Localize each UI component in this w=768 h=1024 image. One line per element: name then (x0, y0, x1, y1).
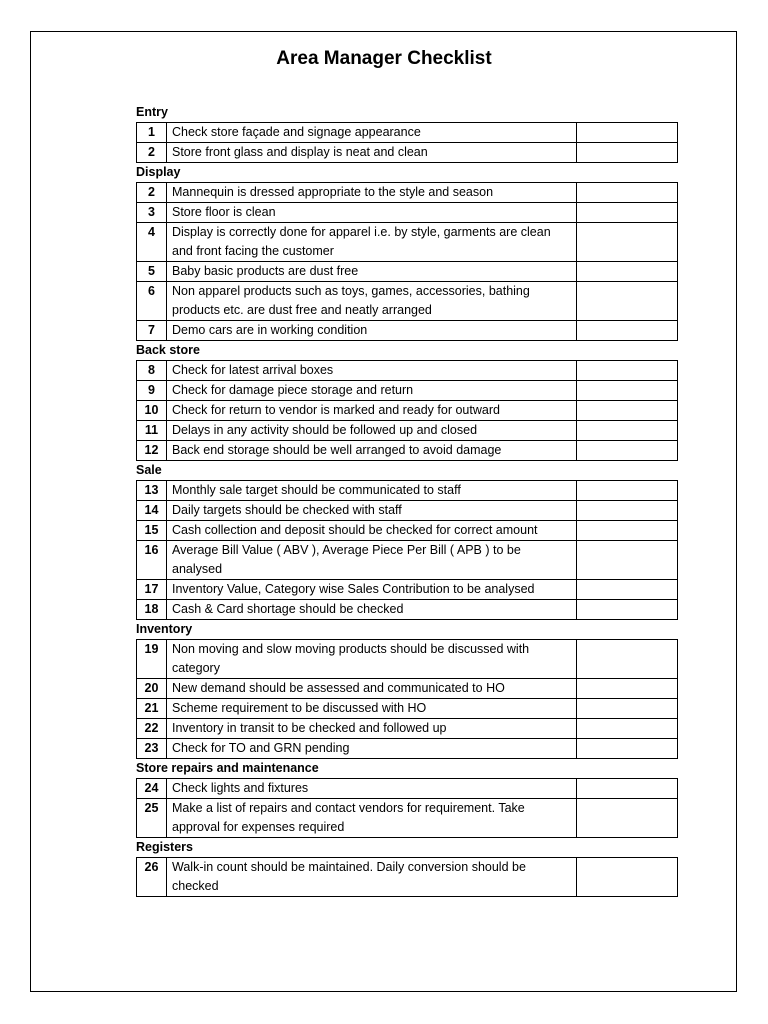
item-description: Average Bill Value ( ABV ), Average Piece Per Bill ( APB ) to be analysed (167, 541, 577, 580)
check-box-cell[interactable] (577, 381, 678, 401)
item-description: Check lights and fixtures (167, 779, 577, 799)
item-description: New demand should be assessed and communicated to HO (167, 679, 577, 699)
checklist-row (137, 580, 678, 600)
item-number: 10 (137, 401, 167, 421)
section-heading: Sale (136, 463, 162, 477)
check-box-cell[interactable] (577, 143, 678, 163)
item-number: 25 (137, 799, 167, 838)
check-box-cell[interactable] (577, 361, 678, 381)
item-description: Walk-in count should be maintained. Daily conversion should be checked (167, 858, 577, 897)
item-number: 20 (137, 679, 167, 699)
item-description: Non moving and slow moving products should be discussed with category (167, 640, 577, 679)
checklist-row (137, 779, 678, 799)
item-number: 2 (137, 143, 167, 163)
item-number: 6 (137, 282, 167, 321)
checklist-row (137, 183, 678, 203)
checklist-row (137, 521, 678, 541)
item-description: Delays in any activity should be followed up and closed (167, 421, 577, 441)
check-box-cell[interactable] (577, 541, 678, 580)
section-heading: Store repairs and maintenance (136, 761, 319, 775)
item-description: Check for return to vendor is marked and ready for outward (167, 401, 577, 421)
checklist-row (137, 223, 678, 262)
checklist-row (137, 501, 678, 521)
check-box-cell[interactable] (577, 799, 678, 838)
checklist-row (137, 401, 678, 421)
check-box-cell[interactable] (577, 421, 678, 441)
document-title: Area Manager Checklist (276, 48, 492, 69)
check-box-cell[interactable] (577, 779, 678, 799)
item-description: Daily targets should be checked with staff (167, 501, 577, 521)
check-box-cell[interactable] (577, 600, 678, 620)
checklist-row (137, 381, 678, 401)
check-box-cell[interactable] (577, 719, 678, 739)
checklist-row (137, 699, 678, 719)
checklist-table (136, 480, 678, 620)
item-number: 1 (137, 123, 167, 143)
checklist-row (137, 262, 678, 282)
item-number: 3 (137, 203, 167, 223)
checklist-row (137, 282, 678, 321)
item-number: 11 (137, 421, 167, 441)
item-description: Store floor is clean (167, 203, 577, 223)
item-number: 8 (137, 361, 167, 381)
checklist-table (136, 639, 678, 759)
item-number: 24 (137, 779, 167, 799)
item-number: 9 (137, 381, 167, 401)
section-heading: Back store (136, 343, 200, 357)
item-description: Demo cars are in working condition (167, 321, 577, 341)
check-box-cell[interactable] (577, 262, 678, 282)
checklist-row (137, 600, 678, 620)
item-number: 13 (137, 481, 167, 501)
checklist-row (137, 541, 678, 580)
check-box-cell[interactable] (577, 679, 678, 699)
check-box-cell[interactable] (577, 123, 678, 143)
checklist-table (136, 182, 678, 341)
item-number: 26 (137, 858, 167, 897)
item-number: 7 (137, 321, 167, 341)
item-description: Check for damage piece storage and return (167, 381, 577, 401)
checklist-row (137, 799, 678, 838)
item-description: Cash & Card shortage should be checked (167, 600, 577, 620)
checklist-sections (136, 103, 678, 897)
section-heading: Display (136, 165, 181, 179)
checklist-table (136, 122, 678, 163)
checklist-row (137, 361, 678, 381)
item-description: Mannequin is dressed appropriate to the style and season (167, 183, 577, 203)
item-description: Display is correctly done for apparel i.e. by style, garments are clean and front facing the customer (167, 223, 577, 262)
check-box-cell[interactable] (577, 699, 678, 719)
item-description: Non apparel products such as toys, games, accessories, bathing products etc. are dust free and neatly arranged (167, 282, 577, 321)
item-description: Inventory in transit to be checked and followed up (167, 719, 577, 739)
item-description: Inventory Value, Category wise Sales Contribution to be analysed (167, 580, 577, 600)
item-description: Back end storage should be well arranged to avoid damage (167, 441, 577, 461)
check-box-cell[interactable] (577, 640, 678, 679)
checklist-table (136, 778, 678, 838)
item-number: 18 (137, 600, 167, 620)
checklist-row (137, 143, 678, 163)
item-number: 22 (137, 719, 167, 739)
checklist-row (137, 640, 678, 679)
check-box-cell[interactable] (577, 580, 678, 600)
item-number: 4 (137, 223, 167, 262)
check-box-cell[interactable] (577, 501, 678, 521)
item-description: Scheme requirement to be discussed with HO (167, 699, 577, 719)
checklist-row (137, 123, 678, 143)
check-box-cell[interactable] (577, 441, 678, 461)
item-number: 21 (137, 699, 167, 719)
item-number: 5 (137, 262, 167, 282)
item-description: Store front glass and display is neat and clean (167, 143, 577, 163)
checklist-row (137, 421, 678, 441)
checklist-row (137, 739, 678, 759)
item-number: 17 (137, 580, 167, 600)
checklist-row (137, 719, 678, 739)
item-description: Check store façade and signage appearance (167, 123, 577, 143)
check-box-cell[interactable] (577, 401, 678, 421)
checklist-table (136, 360, 678, 461)
checklist-row (137, 321, 678, 341)
item-description: Cash collection and deposit should be checked for correct amount (167, 521, 577, 541)
check-box-cell[interactable] (577, 739, 678, 759)
item-number: 2 (137, 183, 167, 203)
checklist-row (137, 481, 678, 501)
item-number: 23 (137, 739, 167, 759)
check-box-cell[interactable] (577, 521, 678, 541)
section-heading: Entry (136, 105, 168, 119)
check-box-cell[interactable] (577, 282, 678, 321)
section-heading: Inventory (136, 622, 193, 636)
item-number: 12 (137, 441, 167, 461)
checklist-row (137, 858, 678, 897)
item-description: Check for TO and GRN pending (167, 739, 577, 759)
item-number: 15 (137, 521, 167, 541)
check-box-cell[interactable] (577, 183, 678, 203)
checklist-table (136, 857, 678, 897)
checklist-row (137, 441, 678, 461)
item-number: 16 (137, 541, 167, 580)
item-description: Baby basic products are dust free (167, 262, 577, 282)
check-box-cell[interactable] (577, 321, 678, 341)
item-number: 19 (137, 640, 167, 679)
item-description: Check for latest arrival boxes (167, 361, 577, 381)
item-number: 14 (137, 501, 167, 521)
section-heading: Registers (136, 840, 193, 854)
check-box-cell[interactable] (577, 203, 678, 223)
checklist-row (137, 679, 678, 699)
check-box-cell[interactable] (577, 223, 678, 262)
item-description: Make a list of repairs and contact vendors for requirement. Take approval for expenses required (167, 799, 577, 838)
check-box-cell[interactable] (577, 481, 678, 501)
check-box-cell[interactable] (577, 858, 678, 897)
item-description: Monthly sale target should be communicated to staff (167, 481, 577, 501)
checklist-row (137, 203, 678, 223)
